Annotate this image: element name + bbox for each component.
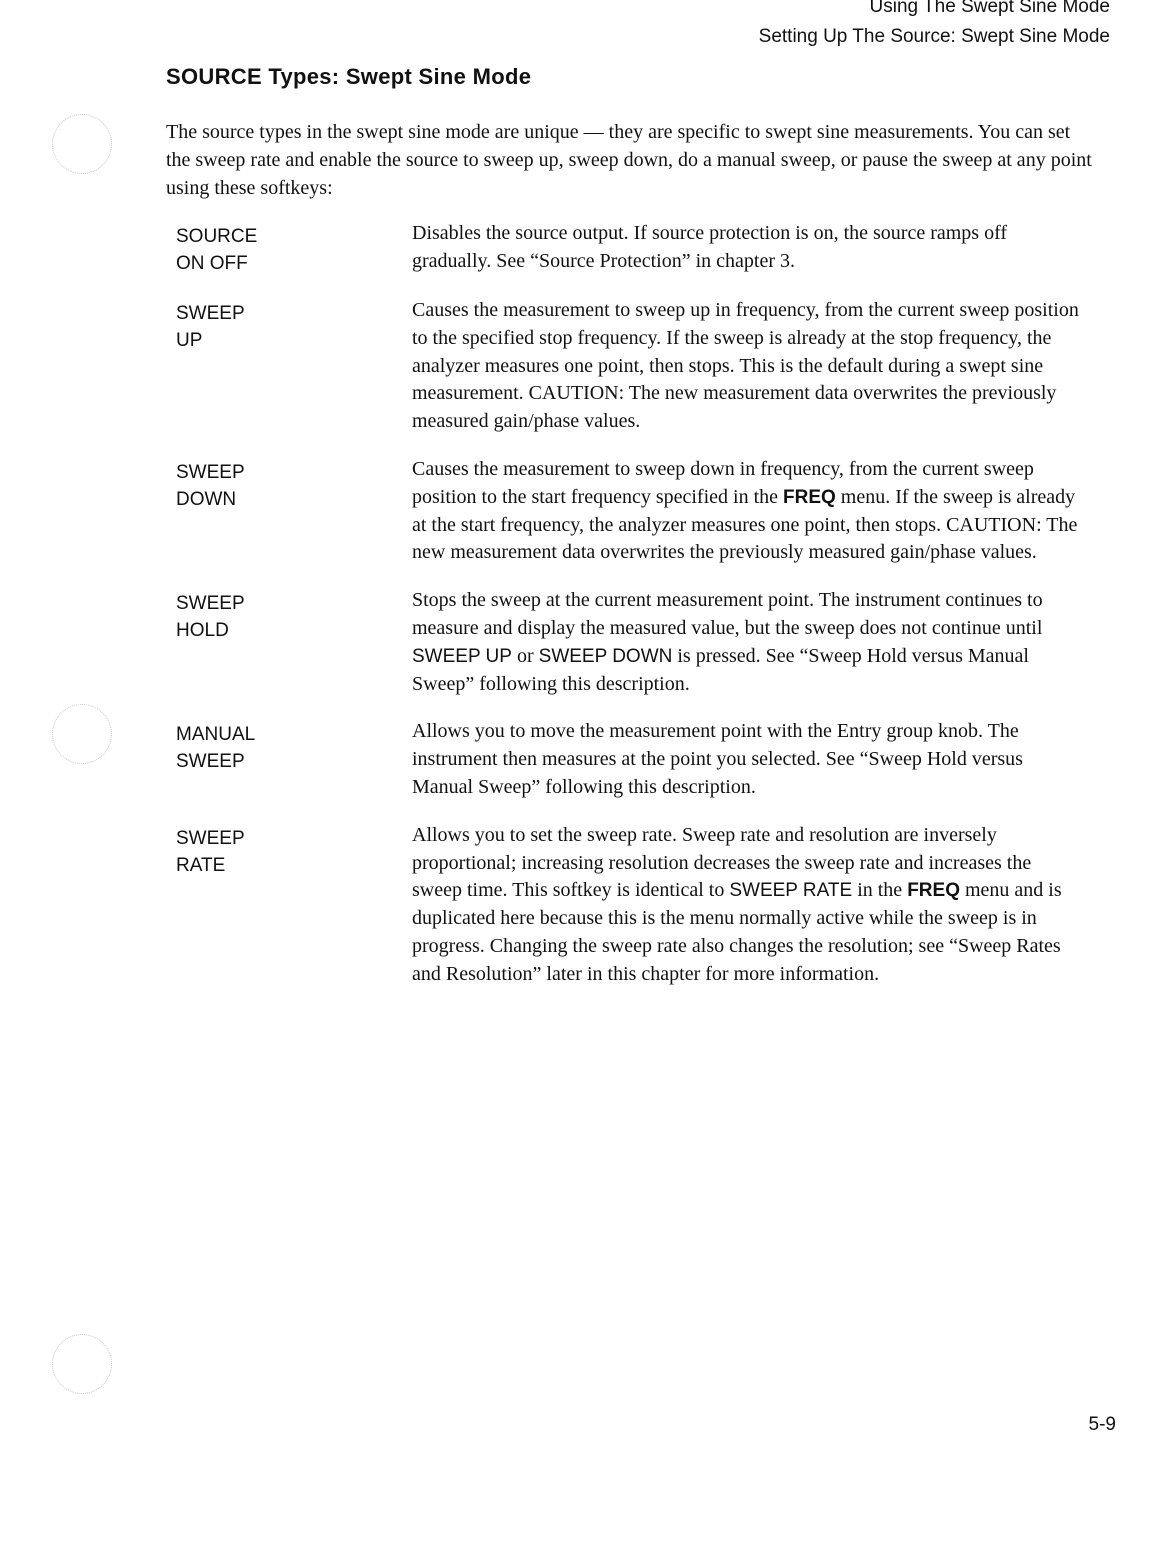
softkey-label-line1: SWEEP — [176, 303, 245, 324]
softkey-label-line2: ON OFF — [176, 253, 248, 274]
desc-text: is pressed. See “Sweep Hold versus Manual Sweep” following this description. — [412, 644, 1029, 695]
page-number: 5-9 — [1088, 1414, 1116, 1435]
softkey-label-line1: MANUAL — [176, 724, 256, 746]
softkey-label-line2: DOWN — [176, 488, 237, 510]
softkey-row-sweep-hold — [176, 587, 1096, 698]
menu-key-freq: FREQ — [783, 486, 836, 508]
softkey-description: Allows you to move the measurement point with the Entry group knob. The instrument then measures at the point you selected. See “Sweep Hold versus Manual Sweep” following this description. — [412, 720, 1023, 798]
softkey-row-sweep-up — [176, 297, 1096, 436]
softkey-label-line1: SOURCE — [176, 226, 258, 247]
desc-text: in the — [852, 879, 908, 902]
intro-paragraph: The source types in the swept sine mode are unique — they are specific to swept sine measurements. You can set the sweep rate and enable the source to sweep up, sweep down, do a manual sweep, or pause the sweep at any point using these softkeys: — [166, 121, 1092, 199]
softkey-description: Disables the source output. If source protection is on, the source ramps off gradually. See “Source Protection” in chapter 3. — [412, 222, 1008, 272]
softkey-description — [412, 456, 1084, 567]
softkey-label-line1: SWEEP — [176, 461, 245, 483]
punch-hole-middle — [52, 704, 112, 764]
softkey-row-sweep-rate — [176, 822, 1096, 989]
desc-text: Causes the measurement to sweep down in frequency, from the current sweep position to the start frequency specified in the — [412, 457, 1034, 508]
desc-text: Allows you to set the sweep rate. Sweep rate and resolution are inversely proportional; increasing resolution decreases the sweep rate and increases the sweep time. This softkey is identical to — [412, 823, 1032, 902]
desc-text: or — [511, 644, 539, 667]
section-title: SOURCE Types: Swept Sine Mode — [166, 64, 532, 89]
softkey-ref-sweep-rate: SWEEP RATE — [729, 880, 853, 902]
desc-text: menu. If the sweep is already at the start frequency, the analyzer measures one point, then stops. CAUTION: The new measurement data overwrites the previously measured gain/phase values. — [412, 485, 1078, 564]
desc-text: Stops the sweep at the current measurement point. The instrument continues to measure and display the measured value, but the sweep does not continue until — [412, 589, 1043, 639]
punch-hole-bottom — [52, 1334, 112, 1394]
softkey-label — [176, 718, 412, 801]
softkey-description — [412, 822, 1084, 989]
softkey-label — [176, 822, 412, 989]
softkey-label — [176, 297, 412, 436]
running-header-chapter: Using The Swept Sine Mode — [869, 0, 1110, 17]
punch-hole-top — [52, 114, 112, 174]
softkey-label-line1: SWEEP — [176, 827, 245, 849]
softkey-label — [176, 456, 412, 567]
softkey-list — [176, 220, 1096, 1009]
softkey-label — [176, 587, 412, 698]
softkey-label-line1: SWEEP — [176, 593, 245, 615]
softkey-ref-sweep-down: SWEEP DOWN — [538, 645, 673, 667]
softkey-label-line2: RATE — [176, 854, 226, 876]
menu-key-freq: FREQ — [907, 880, 960, 902]
softkey-row-sweep-down — [176, 456, 1096, 567]
softkey-description — [412, 587, 1084, 698]
running-header — [759, 0, 1110, 52]
softkey-row-source-on-off — [176, 220, 1096, 277]
softkey-description: Causes the measurement to sweep up in frequency, from the current sweep position to the specified stop frequency. If the sweep is already at the stop frequency, the analyzer measures one point, then stops. This is the default during a swept sine measurement. CAUTION: The new measurement data overwrites the previously measured gain/phase values. — [412, 299, 1079, 433]
softkey-row-manual-sweep — [176, 718, 1096, 801]
softkey-label-line2: SWEEP — [176, 751, 245, 773]
running-header-section: Setting Up The Source: Swept Sine Mode — [758, 26, 1110, 47]
softkey-label-line2: UP — [176, 330, 203, 351]
softkey-ref-sweep-up: SWEEP UP — [412, 645, 512, 667]
softkey-label-line2: HOLD — [176, 620, 229, 642]
softkey-label — [176, 220, 412, 277]
desc-text: menu and is duplicated here because this is the menu normally active while the sweep is in progress. Changing the sweep rate also changes the resolution; see “Sweep Rates and Resolution” later in this chapter for more information. — [412, 879, 1062, 985]
